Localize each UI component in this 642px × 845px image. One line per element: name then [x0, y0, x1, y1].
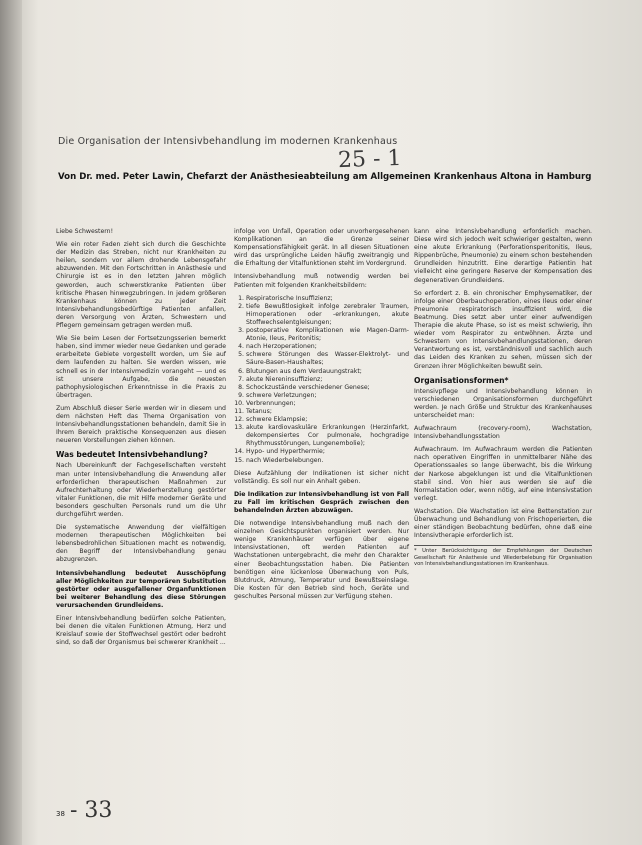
section-heading: Was bedeutet Intensivbehandlung?	[56, 450, 208, 460]
list-item: 1. Respiratorische Insuffizienz;	[246, 295, 409, 303]
list-item: 14. Hypo- und Hyperthermie;	[246, 448, 409, 456]
list-item: 12. schwere Eklampsie;	[246, 416, 409, 424]
list-item: 2. tiefe Bewußtlosigkeit infolge zerebraler Traumen, Hirnoperationen oder -erkrankungen, akute Stoffwechselentgleisungen;	[246, 303, 409, 327]
page-number: 38	[56, 810, 65, 818]
binding-shadow	[0, 0, 22, 845]
footnote: * Unter Berücksichtigung der Empfehlungen der Deutschen Gesellschaft für Anästhesie und Wiederbelebung für Organisation von Intensivbehandlungsstationen im Krankenhaus.	[414, 545, 592, 567]
text-column-2	[234, 228, 409, 606]
paragraph: Wachstation. Die Wachstation ist eine Bettenstation zur Überwachung und Behandlung von Frischoperierten, die einer ständigen Beobachtung bedürfen, ohne daß eine Intensivtherapie erforderlich ist.	[414, 507, 592, 540]
paragraph: Wie ein roter Faden zieht sich durch die Geschichte der Medizin das Streben, nicht nur Krankheiten zu heilen, sondern vor allem drohende Lebensgefahr abzuwenden. Mit den Fortschritten in Anästhesie und Chirurgie ist es in den letzten Jahren möglich geworden, auch schwerstkranke Patienten über kritische Phasen hinwegzubringen. In jedem größeren Krankenhaus können zu jeder Zeit Intensivbehandlungsbedürftige Patienten anfallen, deren Versorgung von Ärzten, Schwestern und Pflegern gemeinsam getragen werden muß.	[56, 241, 226, 330]
list-item: 5. schwere Störungen des Wasser-Elektrolyt- und Säure-Basen-Haushaltes;	[246, 351, 409, 367]
list-item: 8. Schockzustände verschiedener Genese;	[246, 384, 409, 392]
list-item: 3. postoperative Komplikationen wie Magen-Darm-Atonie, Ileus, Peritonitis;	[246, 327, 409, 343]
paragraph: Diese Aufzählung der Indikationen ist sicher nicht vollständig. Es soll nur ein Anhalt geben.	[234, 469, 409, 485]
list-item: 10. Verbrennungen;	[246, 400, 409, 408]
list-item: 11. Tetanus;	[246, 408, 409, 416]
handwritten-note: 25 - 1	[337, 145, 402, 174]
paragraph: Aufwachraum. Im Aufwachraum werden die Patienten nach operativen Eingriffen in unmittelbarer Nähe des Operationssaales so lange überwacht, bis die Wirkung der Narkose abgeklungen ist und die Vitalfunktionen stabil sind. Von hier aus werden sie auf die Normalstation oder, wenn nötig, auf eine Intensivstation verlegt.	[414, 446, 592, 502]
paragraph: Nach Ubereinkunft der Fachgesellschaften versteht man unter Intensivbehandlung die Anwendung aller erforderlichen therapeutischen Maßnahmen zur Aufrechterhaltung oder Wiederherstellung gestörter vitaler Funktionen, die mit Hilfe moderner Geräte und besonders geschulten Personals rund um die Uhr durchgeführt werden.	[56, 462, 226, 518]
paragraph: Zum Abschluß dieser Serie werden wir in diesem und dem nächsten Heft das Thema Organisation von Intensivbehandlungsstationen behandeln, damit Sie in Ihrem Bereich praktische Konsequenzen aus diesen neueren Vorstellungen ziehen können.	[56, 404, 226, 445]
list-item: 9. schwere Verletzungen;	[246, 392, 409, 400]
paragraph: Einer Intensivbehandlung bedürfen solche Patienten, bei denen die vitalen Funktionen Atmung, Herz und Kreislauf sowie der Stoffwechsel gestört oder bedroht sind, so daß der Organismus bei schwerer Krankheit ...	[56, 615, 226, 647]
section-heading: Organisationsformen*	[414, 375, 509, 385]
emphasis-paragraph: Intensivbehandlung bedeutet Ausschöpfung aller Möglichkeiten zur temporären Substitution gestörter oder ausgefallener Organfunktionen bei weiterer Behandlung des diese Störungen verursachenden Grundleidens.	[56, 569, 226, 609]
list-item: 4. nach Herzoperationen;	[246, 343, 409, 351]
paragraph: Die systematische Anwendung der vielfältigen modernen therapeutischen Möglichkeiten bei lebensbedrohlichen Situationen macht es notwendig, den Begriff der Intensivbehandlung genau abzugrenzen.	[56, 524, 226, 564]
emphasis-paragraph: Die Indikation zur Intensivbehandlung ist von Fall zu Fall im kritischen Gespräch zwischen den behandelnden Ärzten abzuwägen.	[234, 490, 409, 514]
paragraph: Die notwendige Intensivbehandlung muß nach den einzelnen Gesichtspunkten organisiert werden. Nur wenige Krankenhäuser verfügen über eigene Intensivstationen, oft werden Patienten auf Wachstationen untergebracht, die mehr den Charakter einer Beobachtungsstation haben. Die Patienten benötigen eine lückenlose Überwachung von Puls, Blutdruck, Atmung, Temperatur und Bewußtseinslage. Die Kosten für den Betrieb sind hoch, Geräte und geschultes Personal müssen zur Verfügung stehen.	[234, 520, 409, 600]
text-column-1	[56, 228, 226, 652]
paragraph: Intensivpflege und Intensivbehandlung können in verschiedenen Organisationsformen durchgeführt werden. Je nach Größe und Struktur des Krankenhauses unterscheidet man:	[414, 387, 592, 419]
paragraph: Intensivbehandlung muß notwendig werden bei Patienten mit folgenden Krankheitsbildern:	[234, 273, 409, 289]
list-item: 15. nach Wiederbelebungen.	[246, 457, 409, 465]
list-item: 6. Blutungen aus dem Verdauungstrakt;	[246, 368, 409, 376]
organisation-forms-list: Aufwachraum (recovery-room), Wachstation, Intensivbehandlungsstation	[414, 425, 592, 441]
article-title: Die Organisation der Intensivbehandlung im modernen Krankenhaus	[58, 136, 398, 147]
handwritten-page-number: - 33	[70, 798, 113, 823]
article-author: Von Dr. med. Peter Lawin, Chefarzt der Anästhesieabteilung am Allgemeinen Krankenhaus Altona in Hamburg	[58, 172, 592, 182]
indication-list	[234, 295, 409, 465]
text-column-3	[414, 228, 592, 568]
paragraph: infolge von Unfall, Operation oder unvorhergesehenen Komplikationen an die Grenze seiner Kompensationsfähigkeit gerät. In all diesen Situationen wird das ursprüngliche Leiden häufig zweitrangig und die Erhaltung der Vitalfunktionen steht im Vordergrund.	[234, 228, 409, 268]
list-item: 7. akute Niereninsuffizienz;	[246, 376, 409, 384]
list-item: 13. akute kardiovaskuläre Erkrankungen (Herzinfarkt, dekompensiertes Cor pulmonale, hochgradige Rhythmusstörungen, Lungenembolie);	[246, 424, 409, 448]
paragraph: Wie Sie beim Lesen der Fortsetzungsserien bemerkt haben, sind immer wieder neue Gedanken und gerade erarbeitete Gebiete vorgestellt worden, um Sie auf dem laufenden zu halten. Sie werden wissen, wie schnell es in der Intensivmedizin vorangeht — und es ist unsere Aufgabe, die neuesten pathophysiologischen Erkenntnisse in die Praxis zu übertragen.	[56, 335, 226, 399]
paragraph: So erfordert z. B. ein chronischer Emphysematiker, der infolge einer Oberbauchoperation, eines Ileus oder einer Pneumonie respiratorisch insuffizient wird, die Beatmung. Dies setzt aber unter einer aufwendigen Therapie die akute Phase, so ist es meist schwierig, ihn wieder vom Respirator zu entwöhnen. Ärzte und Schwestern von Intensivbehandlungsstationen, deren Verantwortung es ist, verständnisvoll und sachlich auch das Leiden des Kranken zu sehen, müssen sich der Grenzen ihrer Möglichkeiten bewußt sein.	[414, 289, 592, 370]
salutation: Liebe Schwestern!	[56, 228, 114, 235]
paragraph: kann eine Intensivbehandlung erforderlich machen. Diese wird sich jedoch weit schwieriger gestalten, wenn eine akute Erkrankung (Perforationsperitonitis, Ileus, Rippenbrüche, Pneumonie) zu einem schon bestehenden Grundleiden hinzutritt. Eine derartige Patientin hat vielleicht eine geringere Reserve der Kompensation des degenerativen Grundleidens.	[414, 228, 592, 284]
